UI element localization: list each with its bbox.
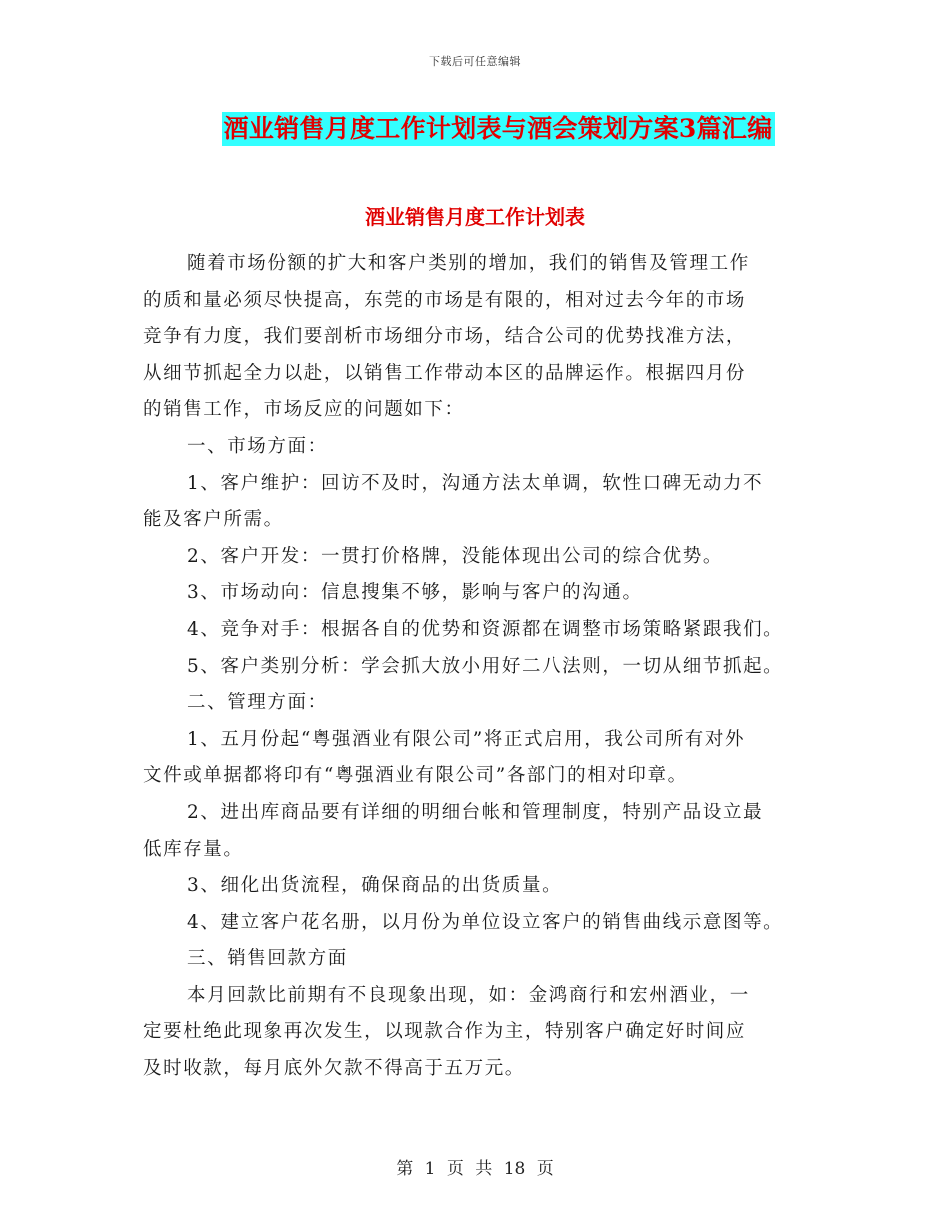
body-line: 的质和量必须尽快提高，东莞的市场是有限的，相对过去今年的市场: [143, 289, 747, 311]
body-line: 二、管理方面：: [187, 692, 328, 714]
body-line: 的销售工作，市场反应的问题如下：: [143, 399, 465, 421]
body-line: 文件或单据都将印有“粤强酒业有限公司”各部门的相对印章。: [143, 765, 688, 787]
body-line: 低库存量。: [143, 838, 244, 860]
body-line: 1、客户维护：回访不及时，沟通方法太单调，软性口碑无动力不: [187, 472, 764, 494]
body-line: 能及客户所需。: [143, 509, 284, 531]
section-title: 酒业销售月度工作计划表: [365, 205, 585, 229]
body-line: 4、建立客户花名册，以月份为单位设立客户的销售曲线示意图等。: [187, 911, 784, 933]
body-line: 3、市场动向：信息搜集不够，影响与客户的沟通。: [187, 582, 643, 604]
body-line: 及时收款，每月底外欠款不得高于五万元。: [143, 1058, 525, 1080]
body-line: 1、五月份起“粤强酒业有限公司”将正式启用，我公司所有对外: [187, 728, 746, 750]
header-note: 下载后可任意编辑: [429, 55, 521, 68]
main-title-container: [0, 112, 950, 146]
body-line: 2、客户开发：一贯打价格牌，没能体现出公司的综合优势。: [187, 545, 723, 567]
body-line: 一、市场方面：: [187, 435, 328, 457]
main-title: 酒业销售月度工作计划表与酒会策划方案3篇汇编: [222, 112, 775, 146]
page-footer: 第 1 页 共 18 页: [396, 1159, 554, 1179]
body-line: 从细节抓起全力以赴，以销售工作带动本区的品牌运作。根据四月份: [143, 362, 747, 384]
body-line: 3、细化出货流程，确保商品的出货质量。: [187, 875, 563, 897]
body-line: 4、竞争对手：根据各自的优势和资源都在调整市场策略紧跟我们。: [187, 618, 784, 640]
body-line: 本月回款比前期有不良现象出现，如：金鸿商行和宏州酒业，一: [187, 984, 750, 1006]
body-line: 三、销售回款方面: [187, 948, 348, 970]
body-text: [143, 246, 833, 1088]
body-line: 2、进出库商品要有详细的明细台帐和管理制度，特别产品设立最: [187, 801, 764, 823]
body-line: 定要杜绝此现象再次发生，以现款合作为主，特别客户确定好时间应: [143, 1021, 747, 1043]
body-line: 随着市场份额的扩大和客户类别的增加，我们的销售及管理工作: [187, 253, 750, 274]
body-line: 5、客户类别分析：学会抓大放小用好二八法则，一切从细节抓起。: [187, 655, 784, 677]
body-line: 竞争有力度，我们要剖析市场细分市场，结合公司的优势找准方法，: [143, 326, 747, 348]
